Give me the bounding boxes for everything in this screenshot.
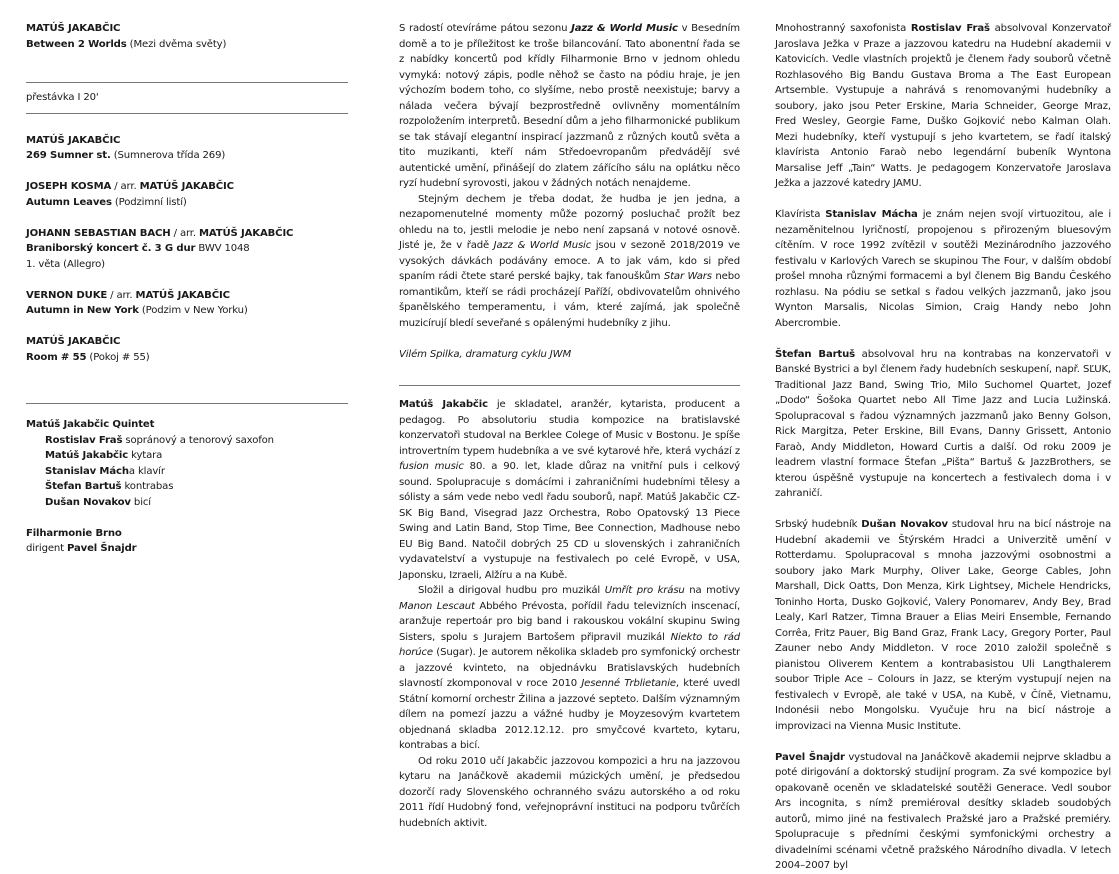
member-role: bicí	[130, 496, 151, 508]
member-role: sopránový a tenorový saxofon	[122, 434, 274, 446]
member	[26, 464, 348, 480]
signature: Vilém Spilka, dramaturg cyklu JWM	[399, 348, 572, 360]
bio-paragraph: Od roku 2010 učí Jakabčic jazzovou kompozici a hru na jazzovou kytaru na Janáčkově akademii múzických umění, je předsedou dozorčí rady Slovenského ochranného svázu autorského a od roku 2011 řídí Hudobný fond, veřejnoprávní instituci na podporu tvůrčích hudebních aktivit.	[399, 755, 740, 829]
member-name-suffix: a	[128, 465, 135, 477]
arr-label: / arr.	[107, 289, 136, 301]
program-item	[26, 21, 348, 52]
bio-paragraph	[775, 21, 1111, 192]
text: je skladatel, aranžér, kytarista, producent a pedagog. Po absolutoriu studia kompozice na bratislavské konzervatoři studoval na Berklee Colege of Music v Bostonu. Je spíše introvertním typem hudebníka a ve své kytarové hře, která vychází z	[399, 399, 740, 457]
piece-title: Between 2 Worlds	[26, 38, 127, 50]
bio-name: Matúš Jakabčic	[399, 399, 488, 410]
ensemble	[26, 417, 348, 510]
piece-title: 269 Sumner st.	[26, 150, 111, 161]
piece-title-note: (Mezi dvěma světy)	[129, 38, 227, 50]
program-item	[26, 226, 348, 273]
member-name: Stanislav Mách	[45, 465, 129, 477]
movement: 1. věta (Allegro)	[26, 258, 105, 270]
member-name: Dušan Novakov	[45, 496, 131, 508]
program-item	[26, 179, 348, 210]
ensemble-name: Matúš Jakabčic Quintet	[26, 419, 155, 430]
piece-title: Autumn in New York	[26, 305, 139, 316]
member	[26, 495, 348, 511]
program-item	[26, 133, 348, 164]
bio-paragraph	[399, 397, 740, 583]
arranger: MATÚŠ JAKABČIC	[139, 181, 234, 192]
member-name: Štefan Bartuš	[45, 481, 122, 492]
emphasis: Star Wars	[663, 271, 712, 282]
piece-title: Braniborský koncert č. 3 G dur	[26, 243, 196, 254]
text: (Sugar). Je autorem několika skladeb pro symfonický orchestr a jazzové kvinteto, na objednávku Bratislavských hudebních slavností zkomponoval v roce 2010	[399, 647, 740, 689]
conductor-label: dirigent	[26, 543, 67, 554]
bio-paragraph	[775, 517, 1111, 734]
text: absolvoval hru na kontrabas na konzervatoři v Banské Bystrici a byl členem řady hudebních seskupení, např. SĽUK, Traditional Jazz Band, Swing Trio, Milo Suchomel Quartet, Jozef „Dodo“ Šošoka Quartet nebo All Time Jazz and Lucia Lužinská. Spolupracoval s řadou významných jazzmanů jako Benny Golson, Rick Margitza, Peter Erskine, Bill Evans, Danny Grissett, Antonio Faraò, Andy Middleton, Howard Curtis a další. Od roku 2009 je leadrem vlastní formace Štefan „Pišta“ Bartuš & JazzBrothers, se kterou úspěšně vystupuje na koncertech a festivalech doma i v zahraničí.	[775, 348, 1111, 499]
text: Klavírista	[775, 209, 826, 220]
arr-label: / arr.	[111, 181, 140, 192]
series-name: Jazz & World Music	[571, 23, 678, 34]
member-role: klavír	[134, 465, 165, 477]
text: v Besedním domě a to je příležitost ke troše bilancování. Tato abonentní řada se z nabídky koncertů pod křídly Filharmonie Brno v jednom ohledu vymyká: notový zápis, podle něhož se často na pódiu hraje, je jen výchozím bodem toho, co slyšíme, nebo prostě neexistuje; barvy a nálada večera bývají bezprostředně ovlivněny momentálním rozpoložením interpretů. Besední dům a jeho filharmonické publikum se tak stávají elegantní inspirací jazzmanů z různých koutů světa a tito muzikanti, kteří nám Středoevropanům předvádějí své autentické umění, přinášejí do zlatem zářícího sálu na oplátku něco ryzí hudební syrovosti, jakou v žádných notách nenajdeme.	[399, 23, 740, 189]
emphasis: fusion music	[399, 461, 464, 472]
bio-name: Dušan Novakov	[861, 519, 948, 530]
program-column	[26, 21, 348, 557]
bio-name: Rostislav Fraš	[910, 23, 990, 34]
piece-title-note: BWV 1048	[198, 243, 250, 254]
composer: MATÚŠ JAKABČIC	[26, 23, 121, 34]
bio-paragraph	[399, 583, 740, 754]
piece-title: Room # 55	[26, 351, 87, 363]
text: Abbého Prévosta, pořídil řadu televizních inscenací, aranžuje repertoár pro big band i rakouskou vokální skupinu Swing Sisters, spolu s Jurajem Bartošem připravil muzikál	[399, 600, 740, 643]
text: absolvoval Konzervatoř Jaroslava Ježka v Praze a jazzovou katedru na Hudební akademii v Katovicích. Vedle vlastních projektů je členem řady souborů včetně Rozhlasového Big Bandu Gustava Broma a The East European Artsemble. Vystupuje a nahrává s renomovanými hudebníky a soubory, jako jsou Peter Erskine, Maria Schneider, George Mraz, Fred Wesley, Georgie Fame, Duško Gojković nebo Kalman Olah. Mezi hudebníky, kteří vystupují s jeho kvartetem, se řadí italský klavírista Antonio Faraò nebo legendární bubeník Wyntona Marsalise Jeff „Tain“ Watts. Je pedagogem Konzervatoře Jaroslava Ježka a jazzové katedry JAMU.	[775, 23, 1111, 189]
composer: JOHANN SEBASTIAN BACH	[26, 227, 171, 239]
intro-paragraph	[399, 192, 740, 332]
orchestra-name: Filharmonie Brno	[26, 527, 122, 539]
text: na motivy	[684, 585, 740, 596]
composer: MATÚŠ JAKABČIC	[26, 336, 121, 347]
member	[26, 479, 348, 495]
arranger: MATÚŠ JAKABČIC	[135, 289, 230, 301]
text: Mnohostranný saxofonista	[775, 23, 911, 34]
piece-title-note: (Podzimní listí)	[114, 196, 187, 208]
bio-paragraph	[775, 750, 1111, 874]
bios-column	[775, 21, 1111, 874]
program-item	[26, 288, 348, 319]
piece-title-note: (Pokoj # 55)	[89, 351, 150, 363]
composer: JOSEPH KOSMA	[26, 181, 112, 192]
member	[26, 448, 348, 464]
member-role: kontrabas	[121, 481, 174, 492]
text: , které uvedl Státní komorní orchestr Žilina a jazzové septeto. Dalším významným dílem na pomezí jazzu a vážné hudby je Moyzesovým kvartetem objednaná skladba 2012.12.12. pro smyčcové kvarteto, kytaru, kontrabas a bicí.	[399, 678, 740, 751]
series-name: Jazz & World Music	[493, 240, 592, 251]
emphasis: Niekto to rád horúce	[399, 631, 740, 658]
conductor-name: Pavel Šnajdr	[67, 543, 137, 554]
bio-name: Pavel Šnajdr	[775, 751, 845, 763]
emphasis: Umřít pro krásu	[604, 585, 685, 596]
arr-label: / arr.	[170, 227, 199, 239]
text: 80. a 90. let, klade důraz na vnitřní puls i celkový sound. Spolupracuje s domácími i zahraničními hudebními tělesy a sólisty a sám vede nebo vedl řadu souborů, např. Matúš Jakabčic CZ-SK Big Band, Visegrad Jazz Orchestra, Robo Opatovský 13 Piece Swing and Latin Band, Stop Time, Bee Connection, Madhouse nebo EU Big Band. Natočil dobrých 25 CD u slovenských i zahraničních vydavatelství a vystupuje na festivalech po celé Evropě, v USA, Japonsku, Izraeli, Alžíru a na Kubě.	[399, 461, 740, 581]
text: nebo romantikům, kteří se rádi procházejí Paříží, obdivovatelům ohnivého španělského temperamentu, i vám, které zajímá, jak společně muzicírují bledí seveřané s opálenými hudebníky z jihu.	[399, 271, 741, 329]
intro-paragraph	[399, 21, 740, 192]
piece-title: Autumn Leaves	[26, 196, 112, 208]
text: je znám nejen svojí virtuozitou, ale i nezaměnitelnou lyričností, propojenou s přirozeným bluesovým cítěním. V roce 1992 zvítězil v soutěži Mezinárodního jazzového festivalu v Karlových Varech se skupinou The Four, v dalším období prošel mnoha různými formacemi a byl členem Big Bandu Českého rozhlasu. Na pódiu se setkal s řadou velkých jazzmanů, jako jsou Wynton Marsalis, Nicolas Simion, Craig Handy nebo John Abercrombie.	[775, 209, 1111, 329]
composer: VERNON DUKE	[26, 289, 108, 301]
member-name: Matúš Jakabčic	[45, 450, 129, 461]
bio-paragraph	[775, 207, 1111, 331]
text: Stejným dechem je třeba dodat, že hudba je jen jedna, a nezapomenutelné momenty může pozorný posluchač prožít bez ohledu na to, jestli melodie je nebo není zapsaná v notové osnově. Jisté je, že v řadě	[399, 193, 740, 251]
text: Složil a dirigoval hudbu pro muzikál	[418, 585, 605, 596]
text: studoval hru na bicí nástroje na Hudební akademii ve Štýrském Hradci a Univerzitě umění v Rotterdamu. Spolupracoval s mnoha jazzovými osobnostmi a soubory jako Mark Murphy, Oliver Lake, George Cables, John Marshall, Dick Oatts, Don Menza, Kirk Lightsey, Michele Hendricks, Toninho Horta, Dusko Gojković, Valery Ponomarev, Andy Bey, Brad Lealy, Karl Ratzer, Timna Brauer a Elias Meiri Ensemble, Fernando Corrêa, Fritz Pauer, Big Band Graz, Frank Lacy, Gregory Porter, Paul Zauner nebo Andy Middleton. V roce 2010 založil společně s pianistou Oliverem Kentem a kontrabasistou Uli Langthalerem soubor Triple Ace – Colours in Jazz, se kterým vystupují nejen na festivalech v Evropě, ale také v USA, na Kubě, v Číně, Vietnamu, Indonésii nebo Mongolsku. Vyučuje hru na bicí nástroje a improvizaci na Vienna Music Institute.	[775, 519, 1111, 732]
arranger: MATÚŠ JAKABČIC	[199, 227, 294, 239]
text: vystudoval na Janáčkově akademii nejprve skladbu a poté dirigování a doktorský studijní program. Za své kompozice byl opakovaně oceněn ve skladatelské soutěži Generace. Vedl soubor Ars incognita, s nímž premiéroval desítky skladeb soudobých autorů, mimo jiné na festivalech Pražské jaro a Pražské premiéry. Spolupracuje s předními českými symfonickými orchestry a divadelními scénami včetně pražského Národního divadla. V letech 2004–2007 byl	[775, 751, 1112, 871]
piece-title-note: (Sumnerova třída 269)	[113, 150, 226, 161]
bio-name: Stanislav Mácha	[825, 209, 918, 220]
member-name: Rostislav Fraš	[45, 434, 123, 446]
program-item	[26, 334, 348, 365]
emphasis: Jesenné Trblietanie	[581, 678, 676, 689]
member-role: kytara	[128, 450, 163, 461]
text: jsou v sezoně 2018/2019 ve vysokých dávkách podávány emoce. A to jak vám, kdo si před spaním rádi čtete staré perské bajky, tak fanouškům	[399, 240, 740, 282]
composer: MATÚŠ JAKABČIC	[26, 134, 121, 146]
intro-column	[399, 21, 740, 831]
bio-name: Štefan Bartuš	[775, 348, 855, 360]
orchestra	[26, 526, 348, 557]
emphasis: Manon Lescaut	[399, 600, 475, 612]
intermission: přestávka I 20'	[26, 92, 99, 103]
text: Srbský hudebník	[775, 519, 862, 530]
text: S radostí otevíráme pátou sezonu	[399, 23, 572, 34]
piece-title-note: (Podzim v New Yorku)	[141, 305, 248, 316]
member	[26, 433, 348, 449]
bio-paragraph	[775, 347, 1111, 502]
